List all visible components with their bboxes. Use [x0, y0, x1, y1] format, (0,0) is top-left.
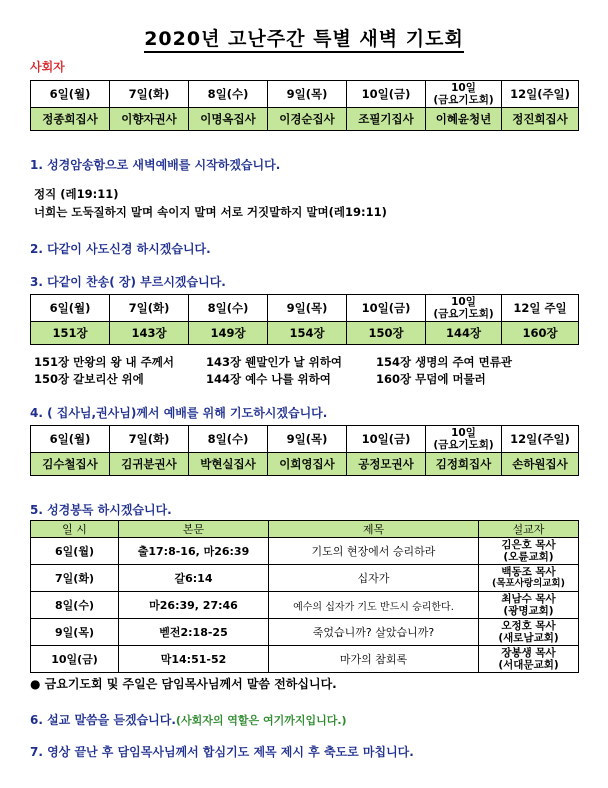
reading-topic: 예수의 십자가 기도 반드시 승리한다. [269, 592, 479, 619]
reading-preacher: 장봉생 목사 (서대문교회) [479, 646, 579, 673]
day-header-friday-prayer: 10일 (금요기도회) [426, 81, 502, 108]
section-7-heading: 7. 영상 끝난 후 담임목사님께서 합심기도 제목 제시 후 축도로 마칩니다. [30, 745, 414, 759]
reading-topic: 마가의 참회록 [269, 646, 479, 673]
reading-preacher: 오정호 목사 (새로남교회) [479, 619, 579, 646]
prayer-name: 이희영집사 [268, 453, 347, 476]
prayer-name: 김정희집사 [426, 453, 502, 476]
leader-name: 정진희집사 [502, 108, 579, 131]
reading-day: 10일(금) [31, 646, 119, 673]
column-header-date: 일 시 [31, 521, 119, 538]
hymn-number: 143장 [110, 322, 189, 345]
memory-verse-text: 너희는 도둑질하지 말며 속이지 말며 서로 거짓말하지 말며(레19:11) [34, 205, 387, 219]
hymn-title: 144장 예수 나를 위하여 [206, 372, 331, 386]
reading-topic: 십자가 [269, 565, 479, 592]
reading-row [31, 619, 579, 646]
prayer-name: 박현실집사 [189, 453, 268, 476]
hymn-numbers-row [31, 322, 579, 345]
hymn-number: 160장 [502, 322, 579, 345]
hymn-list-row [34, 354, 512, 371]
reading-day: 8일(수) [31, 592, 119, 619]
day-header: 10일(금) [347, 295, 426, 322]
section-6-note: (사회자의 역할은 여기까지입니다.) [175, 714, 347, 727]
reading-day: 7일(화) [31, 565, 119, 592]
leader-name: 이향자권사 [110, 108, 189, 131]
hymn-title: 160장 무덤에 머물러 [376, 372, 486, 386]
day-header: 10일(금) [347, 81, 426, 108]
day-header: 6일(월) [31, 295, 110, 322]
leader-label: 사회자 [30, 60, 65, 74]
leader-name: 정종희집사 [31, 108, 110, 131]
reading-row [31, 646, 579, 673]
day-header: 12일(주일) [502, 426, 579, 453]
hymn-title: 150장 갈보리산 위에 [34, 372, 144, 386]
leader-name: 이명옥집사 [189, 108, 268, 131]
column-header-topic: 제목 [269, 521, 479, 538]
day-header: 9일(목) [268, 295, 347, 322]
reading-row [31, 538, 579, 565]
prayer-name: 김귀분권사 [110, 453, 189, 476]
section-6 [30, 711, 347, 728]
memory-verse-ref: 정직 (레19:11) [34, 187, 119, 201]
hymn-title: 154장 생명의 주여 면류관 [376, 355, 512, 369]
hymn-title: 151장 만왕의 왕 내 주께서 [34, 355, 174, 369]
day-header: 7일(화) [110, 295, 189, 322]
day-header: 8일(수) [189, 81, 268, 108]
hymn-number: 150장 [347, 322, 426, 345]
day-header-row [31, 295, 579, 322]
hymn-number: 149장 [189, 322, 268, 345]
hymns-table [30, 294, 579, 345]
section-1-heading: 1. 성경암송함으로 새벽예배를 시작하겠습니다. [30, 158, 281, 172]
section-6-heading: 6. 설교 말씀을 듣겠습니다. [30, 713, 176, 727]
reading-preacher: 최남수 목사 (광명교회) [479, 592, 579, 619]
day-header-friday-prayer: 10일 (금요기도회) [426, 295, 502, 322]
reading-row [31, 565, 579, 592]
day-header: 6일(월) [31, 426, 110, 453]
prayer-name: 손하원집사 [502, 453, 579, 476]
reading-preacher: 김은호 목사 (오륜교회) [479, 538, 579, 565]
reading-passage: 벧전2:18-25 [119, 619, 269, 646]
leaders-row [31, 108, 579, 131]
prayer-name: 김수철집사 [31, 453, 110, 476]
day-header: 7일(화) [110, 81, 189, 108]
day-header: 9일(목) [268, 81, 347, 108]
readings-header-row [31, 521, 579, 538]
reading-row [31, 592, 579, 619]
day-header: 12일 주일 [502, 295, 579, 322]
reading-passage: 갈6:14 [119, 565, 269, 592]
hymn-list-row [34, 371, 512, 388]
day-header: 8일(수) [189, 295, 268, 322]
reading-passage: 출17:8-16, 마26:39 [119, 538, 269, 565]
hymn-list [34, 354, 512, 388]
section-3-heading: 3. 다같이 찬송( 장) 부르시겠습니다. [30, 275, 226, 289]
day-header-row [31, 426, 579, 453]
leaders-table [30, 80, 579, 131]
readings-table [30, 520, 579, 673]
reading-passage: 마26:39, 27:46 [119, 592, 269, 619]
leader-name: 조필기집사 [347, 108, 426, 131]
reading-topic: 기도의 현장에서 승리하라 [269, 538, 479, 565]
prayer-name: 공정모권사 [347, 453, 426, 476]
day-header: 9일(목) [268, 426, 347, 453]
reading-preacher: 백동조 목사 (목포사랑의교회) [479, 565, 579, 592]
reading-day: 9일(목) [31, 619, 119, 646]
section-4-heading: 4. ( 집사님,권사님)께서 예배를 위해 기도하시겠습니다. [30, 406, 328, 420]
prayers-row [31, 453, 579, 476]
column-header-preacher: 설교자 [479, 521, 579, 538]
column-header-passage: 본문 [119, 521, 269, 538]
leader-name: 이경순집사 [268, 108, 347, 131]
prayers-table [30, 425, 579, 476]
section-2-heading: 2. 다같이 사도신경 하시겠습니다. [30, 242, 211, 256]
reading-topic: 죽었습니까? 살았습니까? [269, 619, 479, 646]
page-title: 2020년 고난주간 특별 새벽 기도회 [0, 24, 608, 51]
day-header-friday-prayer: 10일 (금요기도회) [426, 426, 502, 453]
day-header: 12일(주일) [502, 81, 579, 108]
leader-name: 이혜윤청년 [426, 108, 502, 131]
day-header: 8일(수) [189, 426, 268, 453]
hymn-number: 154장 [268, 322, 347, 345]
reading-day: 6일(월) [31, 538, 119, 565]
reading-passage: 막14:51-52 [119, 646, 269, 673]
day-header-row [31, 81, 579, 108]
hymn-number: 151장 [31, 322, 110, 345]
hymn-title: 143장 웬말인가 날 위하여 [206, 355, 342, 369]
day-header: 6일(월) [31, 81, 110, 108]
hymn-number: 144장 [426, 322, 502, 345]
day-header: 7일(화) [110, 426, 189, 453]
friday-sunday-note: ● 금요기도회 및 주일은 담임목사님께서 말씀 전하십니다. [30, 677, 337, 691]
day-header: 10일(금) [347, 426, 426, 453]
section-5-heading: 5. 성경봉독 하시겠습니다. [30, 503, 172, 517]
